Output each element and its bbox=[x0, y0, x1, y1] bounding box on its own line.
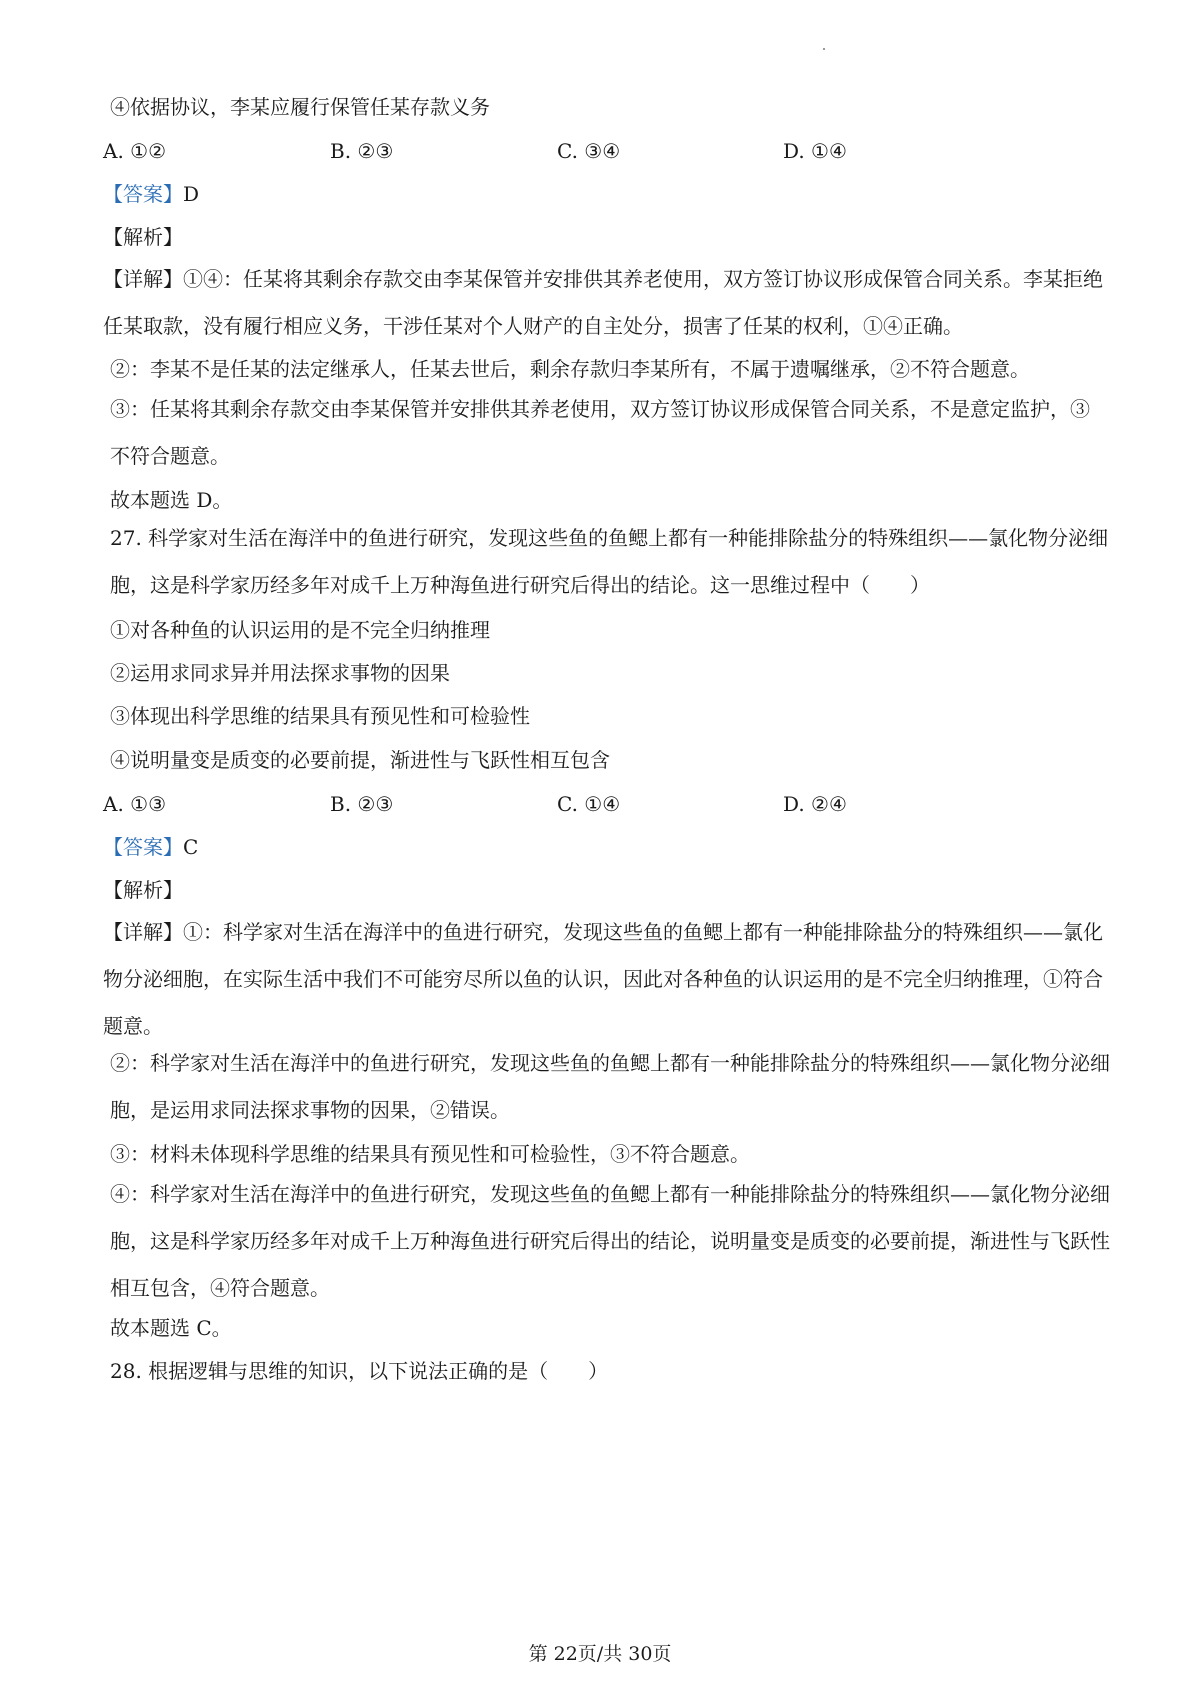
answer-value: D bbox=[183, 182, 200, 206]
q27-statement-1: ①对各种鱼的认识运用的是不完全归纳推理 bbox=[110, 618, 490, 642]
answer-tag: 【答案】 bbox=[103, 182, 183, 206]
page-footer: 第 22页/共 30页 bbox=[528, 1643, 672, 1665]
q27-answer-value: C bbox=[183, 835, 199, 859]
q27-option-b: B. ②③ bbox=[330, 792, 394, 816]
q27-conclusion: 故本题选 C。 bbox=[110, 1316, 232, 1340]
option-a: A. ①② bbox=[103, 139, 167, 163]
q28-stem: 28. 根据逻辑与思维的知识，以下说法正确的是（ ） bbox=[110, 1359, 609, 1383]
detail-paragraph-3: ③：任某将其剩余存款交由李某保管并安排供其养老使用，双方签订协议形成保管合同关系，不是意定监护，③不符合题意。 bbox=[110, 397, 1090, 468]
detail-paragraph-1 bbox=[103, 256, 1103, 350]
q27-analysis-tag: 【解析】 bbox=[103, 878, 183, 902]
q27-statement-2: ②运用求同求异并用法探求事物的因果 bbox=[110, 661, 450, 685]
q27-option-a: A. ①③ bbox=[103, 792, 167, 816]
conclusion: 故本题选 D。 bbox=[110, 488, 233, 512]
detail-tag: 【详解】 bbox=[103, 267, 183, 291]
option-b: B. ②③ bbox=[330, 139, 394, 163]
q27-detail-paragraph-3: ③：材料未体现科学思维的结果具有预见性和可检验性，③不符合题意。 bbox=[110, 1142, 750, 1166]
q27-answer-tag: 【答案】 bbox=[103, 835, 183, 859]
q27-detail-paragraph-2: ②：科学家对生活在海洋中的鱼进行研究，发现这些鱼的鱼鳃上都有一种能排除盐分的特殊组织——氯化物分泌细胞，是运用求同法探求事物的因果，②错误。 bbox=[110, 1051, 1110, 1122]
q27-statement-4: ④说明量变是质变的必要前提，渐进性与飞跃性相互包含 bbox=[110, 748, 610, 772]
q27-detail-tag: 【详解】 bbox=[103, 920, 183, 944]
q27-statement-3: ③体现出科学思维的结果具有预见性和可检验性 bbox=[110, 704, 530, 728]
q27-option-c: C. ①④ bbox=[557, 792, 621, 816]
q27-detail-text-1: ①：科学家对生活在海洋中的鱼进行研究，发现这些鱼的鱼鳃上都有一种能排除盐分的特殊组织——氯化物分泌细胞，在实际生活中我们不可能穷尽所以鱼的认识，因此对各种鱼的认识运用的是不完全归纳推理，①符合题意。 bbox=[103, 920, 1103, 1038]
detail-paragraph-2: ②：李某不是任某的法定继承人，任某去世后，剩余存款归李某所有，不属于遗嘱继承，②不符合题意。 bbox=[110, 357, 1030, 381]
q27-stem: 27. 科学家对生活在海洋中的鱼进行研究，发现这些鱼的鱼鳃上都有一种能排除盐分的特殊组织——氯化物分泌细胞，这是科学家历经多年对成千上万种海鱼进行研究后得出的结论。这一思维过程中（ ） bbox=[110, 526, 1109, 597]
q27-answer-line bbox=[103, 833, 198, 861]
option-d: D. ①④ bbox=[783, 139, 847, 163]
answer-line bbox=[103, 180, 199, 208]
q27-detail-paragraph-1 bbox=[103, 909, 1103, 1050]
statement-4: ④依据协议，李某应履行保管任某存款义务 bbox=[110, 95, 490, 119]
q27-detail-paragraph-4: ④：科学家对生活在海洋中的鱼进行研究，发现这些鱼的鱼鳃上都有一种能排除盐分的特殊组织——氯化物分泌细胞，这是科学家历经多年对成千上万种海鱼进行研究后得出的结论，说明量变是质变的必要前提，渐进性与飞跃性相互包含，④符合题意。 bbox=[110, 1182, 1110, 1300]
q27-option-d: D. ②④ bbox=[783, 792, 847, 816]
page-speck bbox=[823, 48, 825, 50]
analysis-tag: 【解析】 bbox=[103, 225, 183, 249]
detail-text-1: ①④：任某将其剩余存款交由李某保管并安排供其养老使用，双方签订协议形成保管合同关系。李某拒绝任某取款，没有履行相应义务，干涉任某对个人财产的自主处分，损害了任某的权利，①④正确。 bbox=[103, 267, 1103, 338]
option-c: C. ③④ bbox=[557, 139, 621, 163]
